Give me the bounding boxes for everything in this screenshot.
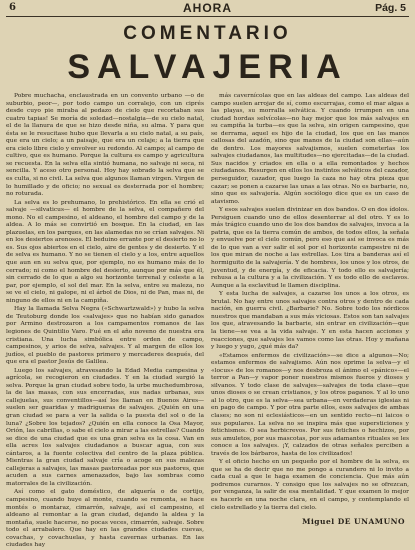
paragraph: Pobre muchacha, enclaustrada en un convento urbano —o de suburbio, peor—, por todo campo un corralejo, con un ciprés desde cuyo pie miraba al pedazo de cielo que recortaban sus cuatro tapias! Se moría de soledad—nostalgia—de su cielo natal, el de la llanura de que se hizo desde niña, su alma. Y para que ésta se le resucitase hubo que llevarla a su cielo natal, a su país, que era un cielo; a un paisaje, que era un celaje; a la tierra que era cielo libre cielo y envolver su redondo. Al campo; al campo de cultivo, que es humano. Porque la cultura es campo y agricultura se recuesta. En la selva ella sintió humana, no salvaje ni seca, ni sencilla. Y aceso otro personal. Hoy hay sobrado la selva que se es culta, si no civil. La selva que algunos llaman virgen. Virgen de lo humillado y de oficio; no sexual es desterrada por el hombre; no roturada. bbox=[6, 93, 204, 198]
paragraph: Hay la llamada Selva Negra («Schwartzwald») y hubo la selva de Teutoburg donde los «salvajes» que no habían sido ganados por Armino destrozaron a los campamentos romanos de las legiones de Quintilio Varo. Fué en el año noveno de nuestra era cristiana. Una lucha simbólica entre orden de campo, campesinos, y arios de selva, salvajes. Y al margen de ellos los judíos, el pueblo de pastores primero y mercaderes después, del que era el pastor Jesús de Galilea. bbox=[6, 306, 204, 366]
section-label: COMENTARIO bbox=[123, 23, 292, 44]
running-head bbox=[6, 0, 409, 17]
article-body bbox=[6, 93, 409, 549]
paragraph: Luego los salvajes, atravesando la Edad Media campesina y agrícola, se recogieron en ciudades. Y en la ciudad surgió la selva. Porque la gran ciudad sobre todo, la urbe muchedumbrosa, la de las masas, con sus encerradas, sus nadas urbanas, sus callejuelas, sus conventillos—así los llaman en Buenos Aires—suelen ser guaridas y madrigueras de salvajes. ¿Quién en una gran ciudad se para a ver la salida o la puesta del sol o de la luna? ¿Sobre los tejados? ¿Quién en ella conoce la Osa Mayor, Orión, las cabrillas, o sabe el cielo a mirar a las estrellas? Cuando se dice de una ciudad que es una gran selva es la cosa. Van en ella acres los salvajes ciudadanos a buscar agua, con sus cántaros, a la fuente colectiva del centro de la plaza pública. Mientras la gran ciudad salvaje cría o acoge en sus malezas callejeras a salvajes, las masas pastoreadas por sus pastores, que acuden a sus carnes amenazados, bajo las sombras como matorrales de la civilización. bbox=[6, 367, 204, 487]
publication-name: AHORA bbox=[183, 1, 232, 15]
paragraph: Y el oficio hecho en un pequeño por el hombre de la selva, es que se ha de decir que no me pongo a curandero ni lo invito a cada cual a que le haga examen de conciencia. Que más aún podremos curarnos. Y consigo que los salvajes no se ofrezcan, por venganza, la salir de esa mentalidad. Y que examen lo mejor es hacerle en una noche clara, en el campo, y contemplando el cielo estrellado y la tierra del cielo. bbox=[211, 459, 409, 511]
paragraph: Y esta lucha de salvajes, a cazarse los unos a los otros, es brutal. No hay entre unos salvajes contra otros y dentro de cada nación, en guerra civil. ¿Barbarie? No. Sobre todo los nórdicos nuestros que mandaban a sus más viciosas. Estos son tan salvajes los que, atravesando la barbarie, sin entrar en civilización—que la tiene—se vea a la vida salvaje. Y en esta hacen acciones y reacciones, que salvajes les vamos como las otras. Hoy y mañana y luego y yugo, ¿qué más da? bbox=[211, 291, 409, 351]
paragraph: La selva es lo prehumano, lo prehistórico. En ella se crió el salvaje —silvaticus— el hombre de la selva, el compañero del mono. No el campesino, el aldeano, el hombre del campo y de la aldea. A lo más se convirtió en bosque. En la ciudad, en las plazuelas, en los parques, en las alamedas no se crían salvajes. Ni en los desiertos arenosos. El beduino errante por el desierto no lo es. Sus ojos abiertos en el cielo, aire de gentes y de desierto. Y el de selva es humano. Y no se tienen el cielo y a los, entre aquellos que aun en su selva que, por ejemplo, no es humano más de lo cerrado; ni como el hombre del desierto, aunque por más que él, sin cerrado de lo que a algo su horizonte terrenal y celeste a la par, por ejemplo, el sol del mar. En la selva, entre su maleza, no se ve el cielo, ni galope, ni el árbol de Dios, ni de Pan, mas ni, de ninguno de ellos ni en la campiña. bbox=[6, 199, 204, 304]
page-number: Pág. 5 bbox=[375, 2, 406, 14]
article-title: SALVAJERIA bbox=[67, 48, 348, 86]
page-corner-mark: 6 bbox=[9, 2, 16, 13]
right-column bbox=[211, 93, 409, 528]
paragraph: más cavernícolas que en las aldeas del campo. Las aldeas del campo suelen arrojar de sí, como escurrajas, como el mar algas a las playas, su morralla selvática. Y cuando irrumpen en una ciudad hordas selvícolas—no hay mejor que los más salvajes en su campiña la turba—es que la selva, sin origen campesino, que se derrama, aquel es hijo de la ciudad, los que en las manos callosas del azadón, sino que manos de la ciudad son ellas—aún de dentro. Los mayores salvajismos, suelen cometerlas los salvajes ciudadanos, las multitudes—no ejercitadas—de la ciudad. Sus nacidos y criados en ella o a ella remontados y hechos ciudadanos. Resurgen en ellos los instintos selváticos del cazador, perseguidor, cazador, que luego la caza no hay otra pieza que cazar; se ponen a cazarse las unas a las otras. No es barbarie, no, sino que es salvajería. Algún sociólogo dice que es un caso de atavismo. bbox=[211, 93, 409, 205]
left-column bbox=[6, 93, 204, 549]
paragraph: Y esos salvajes suelen divinizar en dos bandos. O en dos ídolos. Persiguen cuando uno de ellos desenterrar al del otro. Y es lo más trágico cuando uno de los dos bandos de salvajes, invoca a la patria, que es la tierra común de ambos, de todos ellos, la señala y envuelve por el cielo común, pero eso que así se invoca es más de lo que van a ver salir el sol por el horizonte campestre ni de los que miran de noche a las estrellas. Los tira a banderas así el hormiguito de la salvajería. Y de hombres, los unos y los otros, de juventud, y de energía, y de eficacia. Y todo ello es salvajería; rehusa a la cultura y a la civilización. Y es todo ello de esclavos. Aunque a la esclavitud le llamen disciplina. bbox=[211, 207, 409, 289]
paragraph: Así como el gato doméstico, de alquería o de cortijo, campesino, cuando huye al monte, cuando se remonta, se hace montés o montaraz, cimarrón, salvaje, así el campesino, el aldeano al remontar a la gran ciudad, dejando la aldea y la montaña, suele hacerse, no pocas veces, cimarrón, salvaje. Sobre todo el arrabalero. Que hay en las grandes ciudades cuevas, covachas, y covachuelas, y hasta cavernas urbanas. En las ciudades hay bbox=[6, 489, 204, 549]
right-column-body bbox=[211, 93, 409, 515]
author-signature: Miguel DE UNAMUNO bbox=[302, 517, 405, 527]
paragraph: «Estamos enfermos de civilización»—se dice a algunos—No; estamos enfermos de salvajismo. Aún nos oprime la selva—y el «locus» de los romanos—y nos desbroza el ánimo el «pánico»—el terror a Pan—y vapor poner nuestros mismos fueros y dioses y silvanos. Y todo clase de salvajes—salvajes de toda clase—que unos dioses o se crean cristianos, y los otros paganos. Y al lo uno al lo otro, que es la selva—sea urbana—en verdaderas iglesias ni en pago de campo. Y por otra parte ellos, esos salvajes de ambas clases; no son ni eclesiásticos—en un sentido recto—ni laicos o sus populares. La selva no se inspira más que supersticiones y fetichismos. O sea herbicrevos. Por sus fetiches o hechizos, por sus amuletos, por sus mascotas, por sus adamantes rituales se les conoce a los salvajes. ¡Y, calzados de otras señales perciben a través de los bárbaros, hasta de los civilizados! bbox=[211, 352, 409, 457]
